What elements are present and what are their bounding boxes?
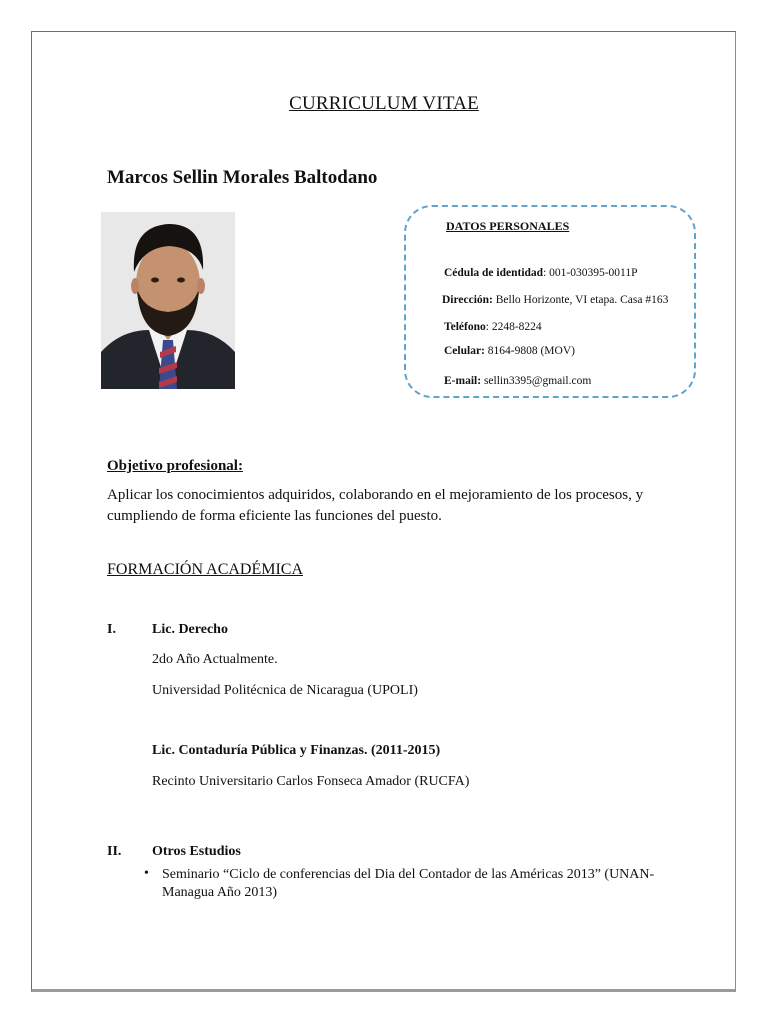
objective-text: Aplicar los conocimientos adquiridos, colaborando en el mejoramiento de los procesos, y cumpliendo de forma eficiente las funciones del puesto. (107, 487, 644, 524)
mobile-value: 8164-9808 (MOV) (484, 345, 575, 357)
university-upoli: Universidad Politécnica de Nicaragua (UPOLI) (152, 683, 418, 698)
phone-label: Teléfono (444, 321, 486, 333)
email-label: E-mail: (444, 375, 482, 387)
email-row (444, 375, 591, 387)
page-title: CURRICULUM VITAE (289, 93, 479, 114)
email-value: sellin3395@gmail.com (481, 375, 592, 387)
university-rucfa: Recinto Universitario Carlos Fonseca Amador (RUCFA) (152, 774, 470, 789)
objective-heading: Objetivo profesional: (107, 458, 243, 474)
address-label: Dirección: (442, 294, 493, 306)
id-sep: : (543, 267, 547, 279)
address-row (442, 294, 668, 306)
profile-photo (101, 212, 235, 389)
personal-data-heading: DATOS PERSONALES (446, 219, 570, 233)
seminar-item: Seminario “Ciclo de conferencias del Dia del Contador de las Américas 2013” (UNAN-Managua Año 2013) (162, 867, 655, 900)
address-value: Bello Horizonte, VI etapa. Casa #163 (492, 294, 669, 306)
section-number-2: II. (107, 844, 122, 859)
education-heading: FORMACIÓN ACADÉMICA (107, 561, 304, 578)
id-value: 001-030395-0011P (546, 267, 638, 279)
degree-title-law: Lic. Derecho (152, 622, 228, 637)
personal-data-box (404, 205, 696, 398)
phone-value: 2248-8224 (488, 321, 542, 333)
mobile-row (444, 345, 575, 357)
phone-sep: : (485, 321, 489, 333)
other-studies-heading: Otros Estudios (152, 844, 241, 859)
section-number-1: I. (107, 622, 116, 637)
mobile-label: Celular: (444, 345, 485, 357)
phone-row (444, 321, 542, 333)
degree-title-accounting: Lic. Contaduría Pública y Finanzas. (2011-2015) (152, 743, 441, 758)
id-label: Cédula de identidad (444, 267, 544, 279)
id-row (444, 267, 638, 279)
candidate-name: Marcos Sellin Morales Baltodano (107, 167, 378, 188)
bullet-dot: • (144, 866, 149, 881)
degree-status-law: 2do Año Actualmente. (152, 652, 278, 667)
